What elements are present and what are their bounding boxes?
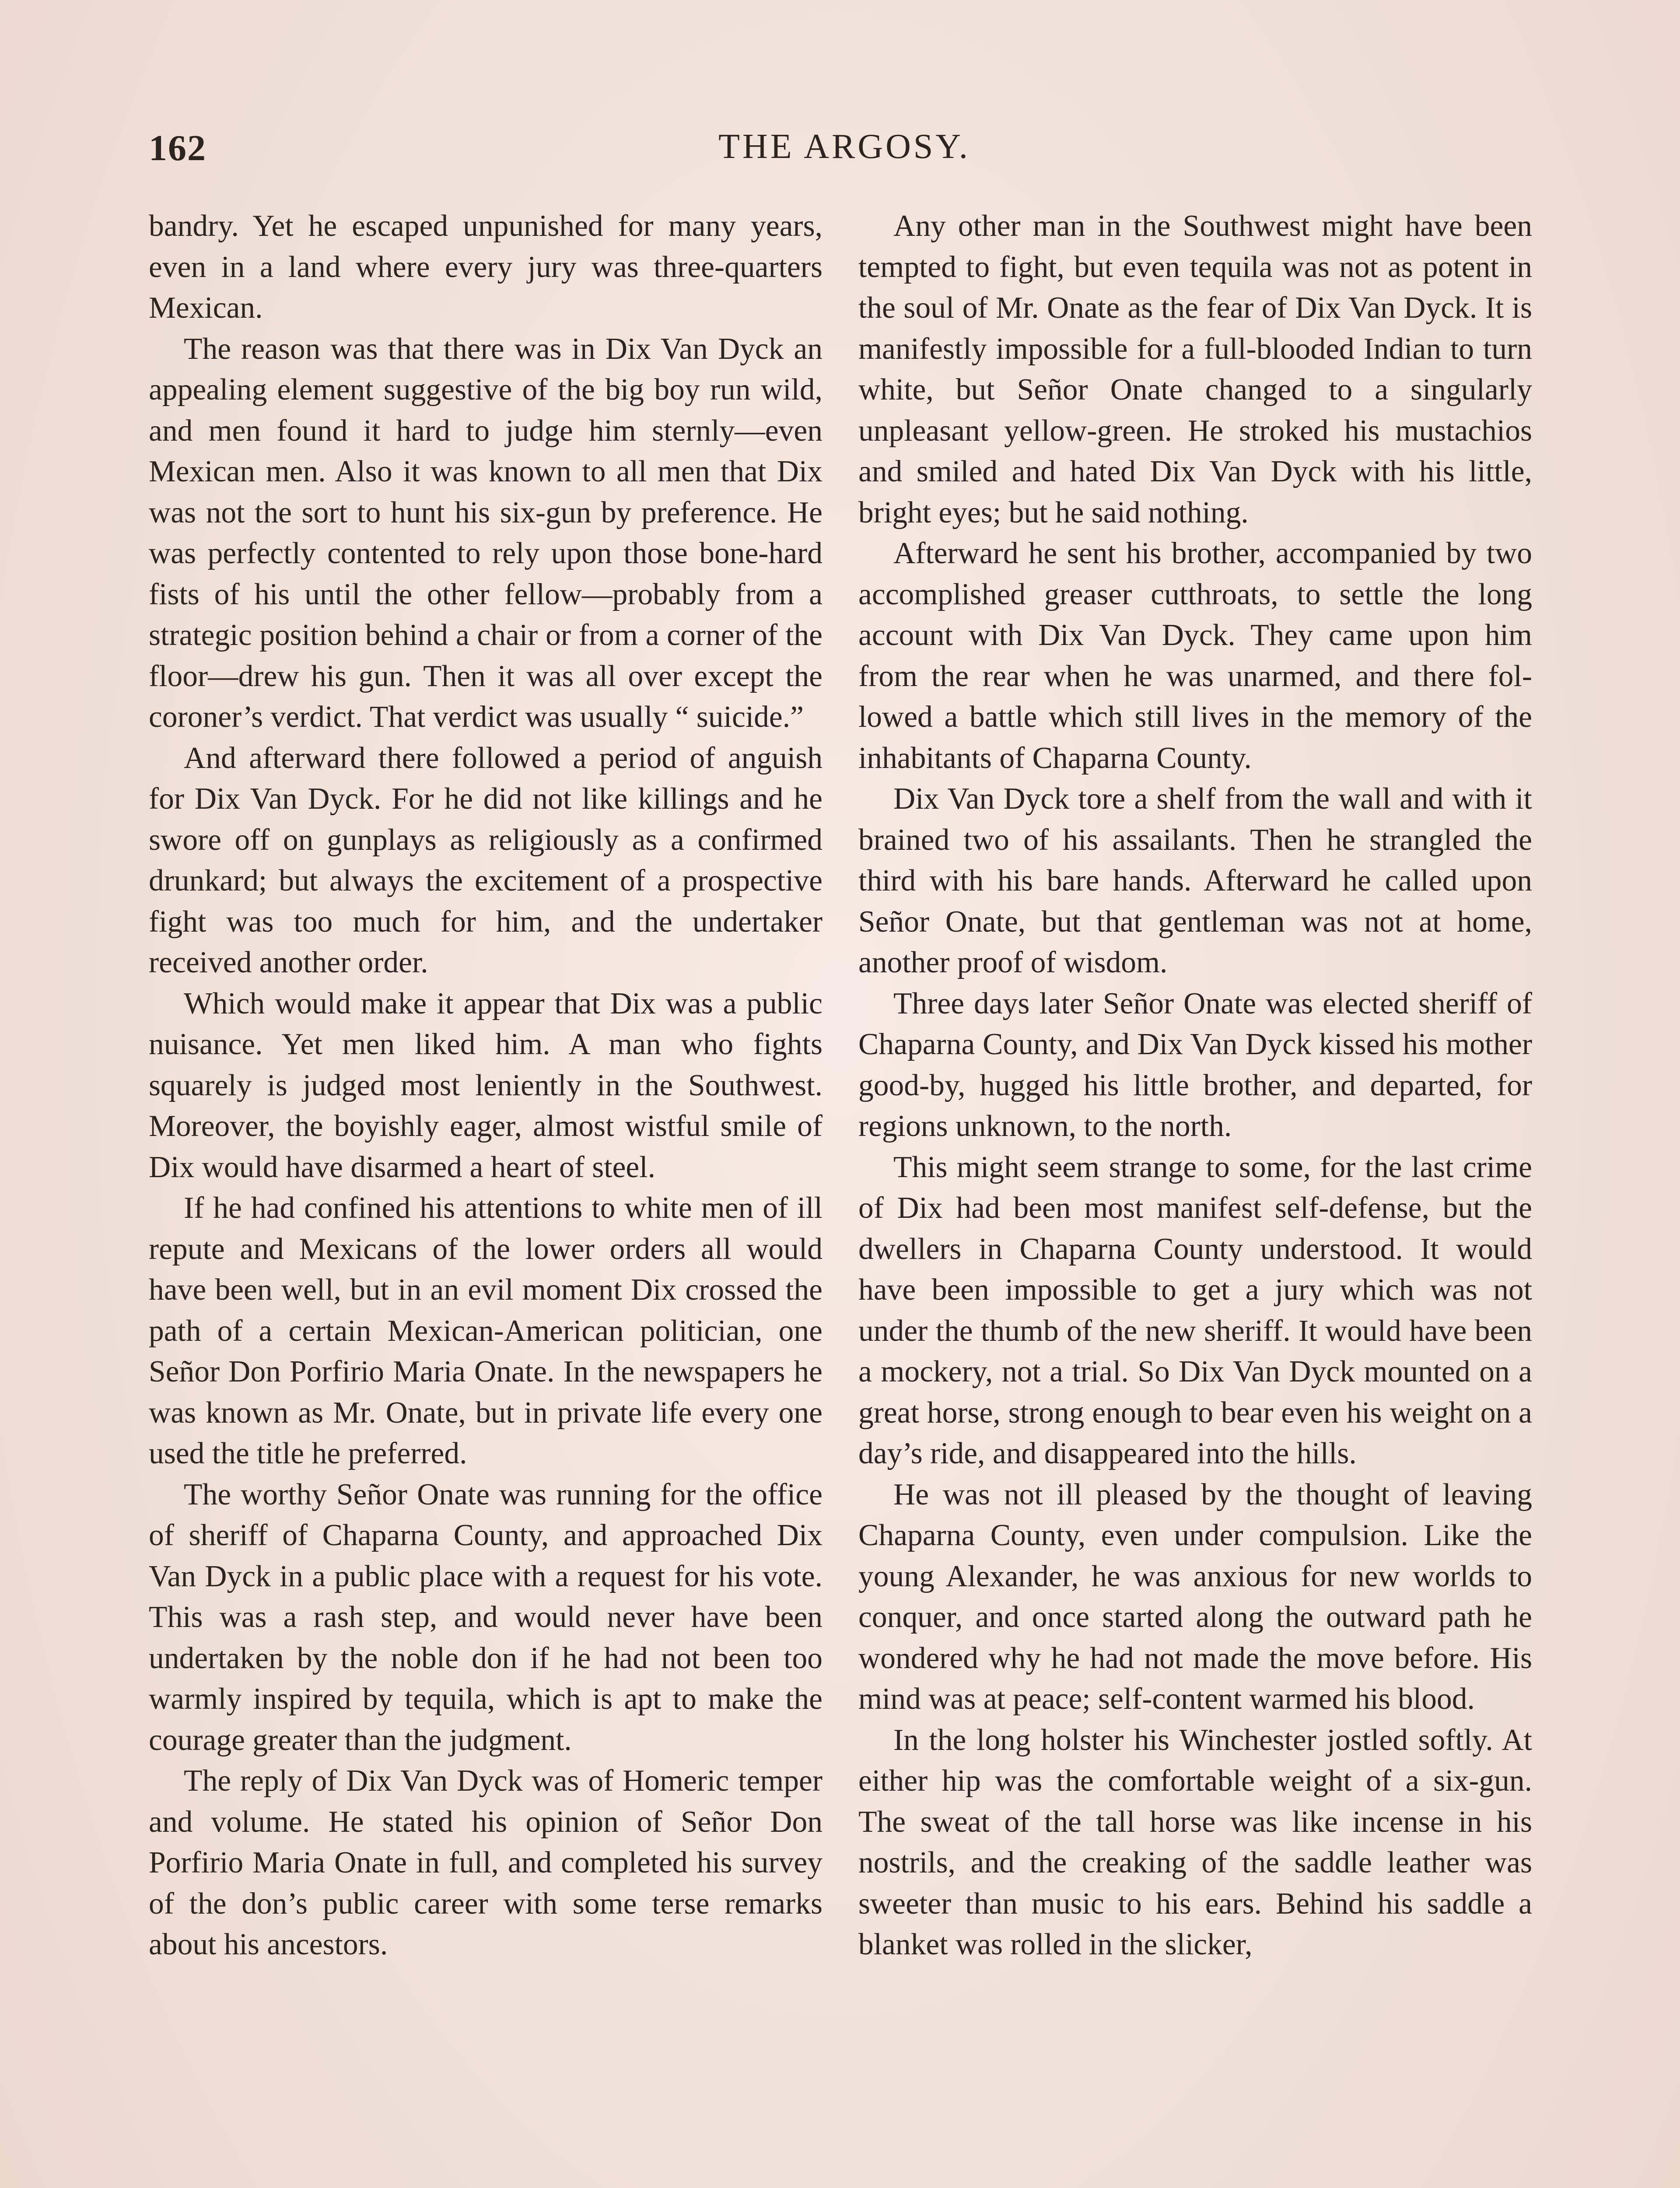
paragraph: Which would make it appear that Dix was a public nuisance. Yet men liked him. A man who fights squarely is judged most leniently in the Southwest. Moreover, the boyishly eager, almost wistful smile of Dix would have disarmed a heart of steel. bbox=[149, 986, 822, 1184]
right-column bbox=[858, 206, 1532, 1965]
paragraph: And afterward there followed a period of anguish for Dix Van Dyck. For he did not like killings and he swore off on gunplays as religiously as a confirmed drunkard; but always the excitement of a prospective fight was too much for him, and the undertaker received another order. bbox=[149, 741, 822, 979]
paragraph: bandry. Yet he escaped unpunished for many years, even in a land where every jury was three-quarters Mexican. bbox=[149, 209, 822, 325]
page-header bbox=[149, 127, 1540, 184]
page-number: 162 bbox=[149, 128, 206, 168]
left-column bbox=[149, 206, 822, 1965]
running-head: THE ARGOSY. bbox=[718, 127, 970, 166]
paragraph: The worthy Señor Onate was running for the office of sheriff of Chaparna County, and approached Dix Van Dyck in a public place with a request for his vote. This was a rash step, and would never have been undertaken by the noble don if he had not been too warmly inspired by tequila, which is apt to make the courage greater than the judgment. bbox=[149, 1477, 822, 1757]
paragraph: This might seem strange to some, for the last crime of Dix had been most manifest self-defense, but the dwellers in Chaparna County understood. It would have been impossible to get a jury which was not under the thumb of the new sheriff. It would have been a mockery, not a trial. So Dix Van Dyck mounted on a great horse, strong enough to bear even his weight on a day’s ride, and disappeared into the hills. bbox=[858, 1150, 1532, 1470]
paragraph: Dix Van Dyck tore a shelf from the wall and with it brained two of his assailants. Then he strangled the third with his bare hands. Afterward he called upon Señor Onate, but that gentleman was not at home, another proof of wisdom. bbox=[858, 782, 1532, 979]
paragraph: Three days later Señor Onate was elected sheriff of Chaparna County, and Dix Van Dyck kissed his mother good-by, hugged his little brother, and departed, for regions unknown, to the north. bbox=[858, 986, 1532, 1143]
paragraph: If he had confined his attentions to white men of ill repute and Mexicans of the lower orders all would have been well, but in an evil moment Dix crossed the path of a certain Mexican-American politician, one Señor Don Porfirio Maria Onate. In the newspapers he was known as Mr. Onate, but in private life every one used the title he preferred. bbox=[149, 1191, 822, 1470]
paragraph: The reason was that there was in Dix Van Dyck an appealing element suggestive of the big boy run wild, and men found it hard to judge him sternly—even Mexican men. Also it was known to all men that Dix was not the sort to hunt his six-gun by preference. He was perfectly contented to rely upon those bone-hard fists of his until the other fellow—probably from a strategic position behind a chair or from a corner of the floor—drew his gun. Then it was all over except the coroner’s verdict. That verdict was usually “ suicide.” bbox=[149, 332, 822, 734]
paragraph: The reply of Dix Van Dyck was of Homeric temper and volume. He stated his opinion of Señor Don Porfirio Maria Onate in full, and completed his survey of the don’s public career with some terse remarks about his ancestors. bbox=[149, 1764, 822, 1961]
paragraph: Any other man in the Southwest might have been tempted to fight, but even tequila was not as potent in the soul of Mr. Onate as the fear of Dix Van Dyck. It is manifestly impossible for a full-blooded Indian to turn white, but Señor Onate changed to a singularly unpleasant yellow-green. He stroked his mustachios and smiled and hated Dix Van Dyck with his little, bright eyes; but he said nothing. bbox=[858, 209, 1532, 529]
paragraph: He was not ill pleased by the thought of leaving Chaparna County, even under compulsion. Like the young Alexander, he was anxious for new worlds to conquer, and once started along the outward path he wondered why he had not made the move before. His mind was at peace; self-content warmed his blood. bbox=[858, 1477, 1532, 1716]
paragraph: In the long holster his Winchester jostled softly. At either hip was the comfortable weight of a six-gun. The sweat of the tall horse was like incense in his nostrils, and the creaking of the saddle leather was sweeter than music to his ears. Behind his saddle a blanket was rolled in the slicker, bbox=[858, 1723, 1532, 1961]
paragraph: Afterward he sent his brother, accompanied by two accomplished greaser cutthroats, to settle the long account with Dix Van Dyck. They came upon him from the rear when he was unarmed, and there followed a battle which still lives in the memory of the inhabitants of Chaparna County. bbox=[858, 536, 1532, 775]
